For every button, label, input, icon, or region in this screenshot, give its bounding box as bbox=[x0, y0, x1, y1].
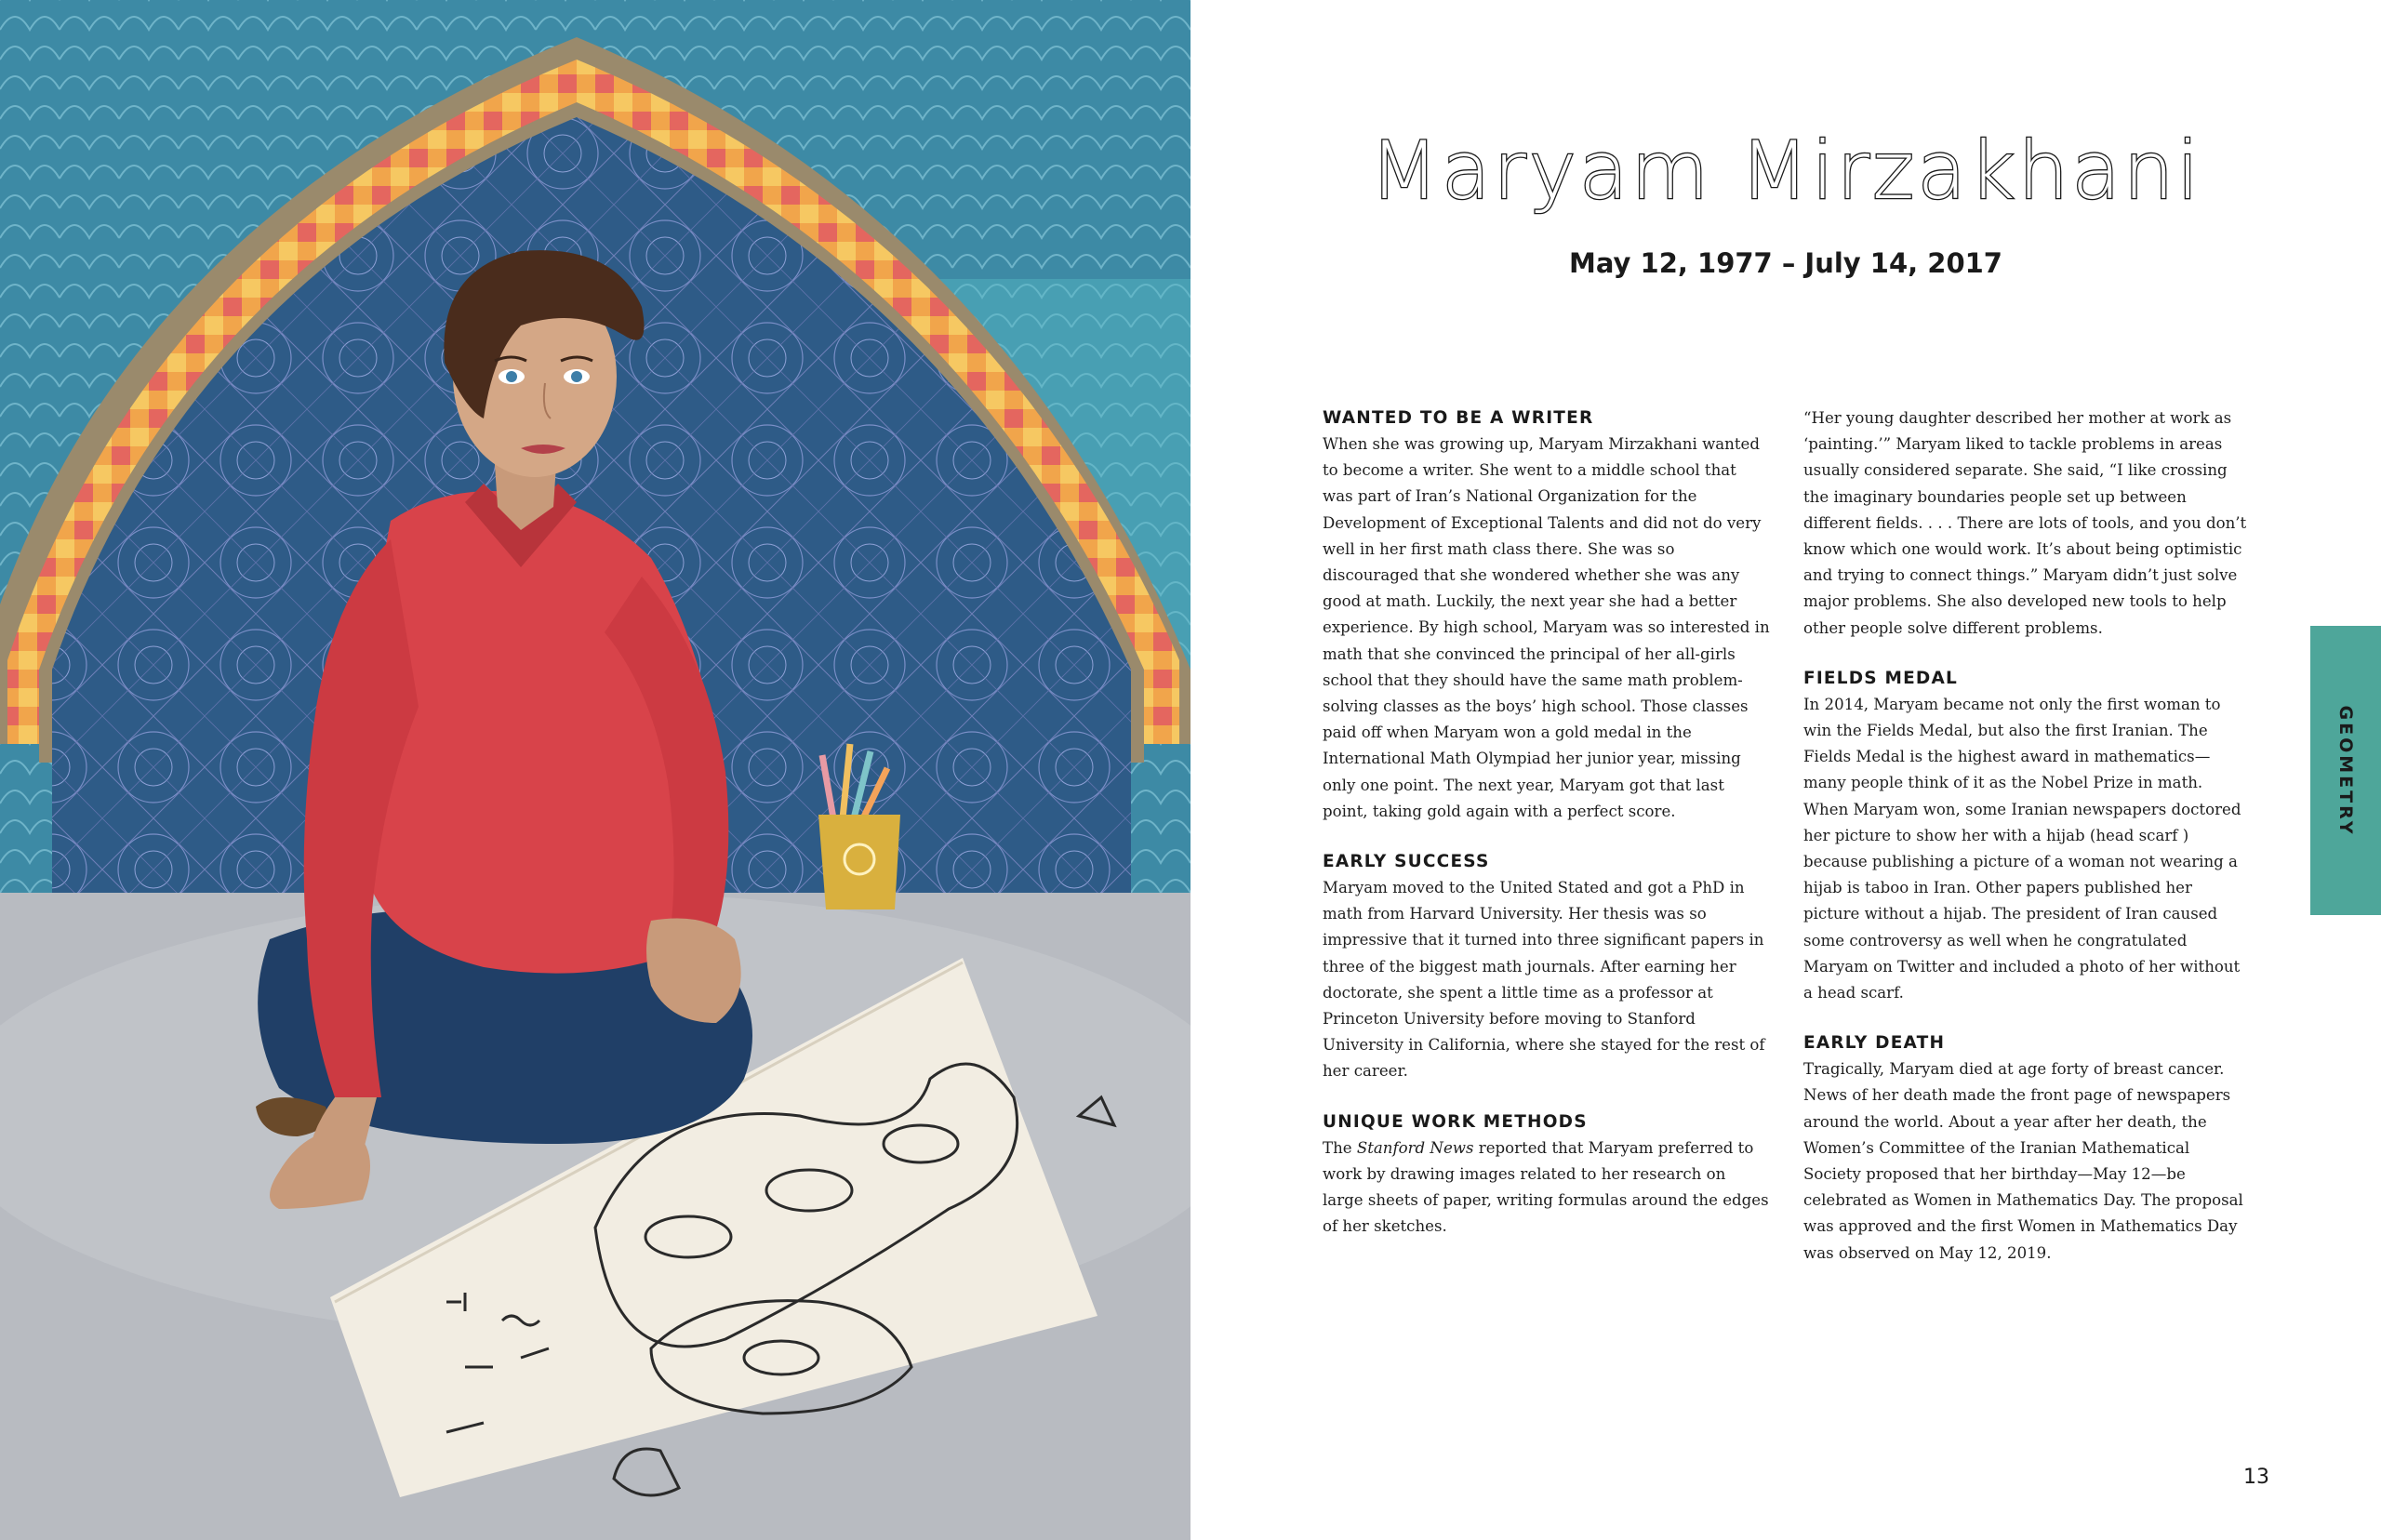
section-heading: WANTED TO BE A WRITER bbox=[1323, 408, 1594, 428]
page-number: 13 bbox=[2243, 1466, 2269, 1489]
section-body: Maryam moved to the United Stated and got a PhD in math from Harvard University. Her thesis was so impressive that it turned into three significant papers in three of the biggest math journals. After earning her doctorate, she spent a little time as a professor at Princeton University before moving to Stanford University in California, where she stayed for the rest of her career. bbox=[1323, 879, 1765, 1081]
section-body: “Her young daughter described her mother at work as ‘painting.’” Maryam liked to tackle problems in areas usually considered separate. She said, “I like crossing the imaginary boundaries people set up between different fields. . . . There are lots of tools, and you don’t know which one would work. It’s about being optimistic and trying to connect things.” Maryam didn’t just solve major problems. She also developed new tools to help other people solve different problems. bbox=[1803, 409, 2247, 637]
life-dates: May 12, 1977 – July 14, 2017 bbox=[1569, 247, 2002, 279]
section-heading: FIELDS MEDAL bbox=[1803, 668, 1958, 688]
section-body: Tragically, Maryam died at age forty of breast cancer. News of her death made the front page of newspapers around the world. About a year after her death, the Women’s Committee of the Iranian Mathematical Society proposed that her birthday—May 12—be celebrated as Women in Mathematics Day. The proposal was approved and the first Women in Mathematics Day was observed on May 12, 2019. bbox=[1803, 1060, 2243, 1262]
section-body: In 2014, Maryam became not only the first woman to win the Fields Medal, but also the first Iranian. The Fields Medal is the highest award in mathematics—many people think of it as the Nobel Prize in math. When Maryam won, some Iranian newspapers doctored her picture to show her with a hijab (head scarf ) because publishing a picture of a woman not wearing a hijab is taboo in Iran. Other papers published her picture without a hijab. The president of Iran caused some controversy as well when he congratulated Maryam on Twitter and included a photo of her without a head scarf. bbox=[1803, 695, 2241, 1002]
publication-name: Stanford News bbox=[1356, 1138, 1474, 1157]
text-column-left bbox=[1323, 405, 1771, 1264]
section-heading: EARLY SUCCESS bbox=[1323, 852, 1490, 872]
illustration-maryam-mirzakhani bbox=[0, 0, 1190, 1540]
section-body bbox=[1323, 1135, 1771, 1241]
page-title: Maryam Mirzakhani bbox=[1369, 125, 2202, 218]
chapter-tab bbox=[2310, 626, 2381, 915]
text-page bbox=[1190, 0, 2381, 1540]
body-prefix: The bbox=[1323, 1138, 1357, 1157]
text-column-right bbox=[1803, 405, 2252, 1291]
section-body: When she was growing up, Maryam Mirzakhani wanted to become a writer. She went to a middle school that was part of Iran’s National Organization for the Development of Exceptional Talents and did not do very well in her first math class there. She was so discouraged that she wondered whether she was any good at math. Luckily, the next year she had a better experience. By high school, Maryam was so interested in math that she convinced the principal of her all-girls school that they should have the same math problem-solving classes as the boys’ high school. Those classes paid off when Maryam won a gold medal in the International Math Olympiad her junior year, missing only one point. The next year, Maryam got that last point, taking gold again with a perfect score. bbox=[1323, 435, 1770, 820]
section-heading: UNIQUE WORK METHODS bbox=[1323, 1111, 1588, 1132]
chapter-tab-label: GEOMETRY bbox=[2335, 705, 2356, 836]
section-heading: EARLY DEATH bbox=[1803, 1033, 1946, 1054]
body-text: reported that Maryam preferred to work by drawing images related to her research on large sheets of paper, writing formulas around the edges of her sketches. bbox=[1323, 1138, 1769, 1236]
